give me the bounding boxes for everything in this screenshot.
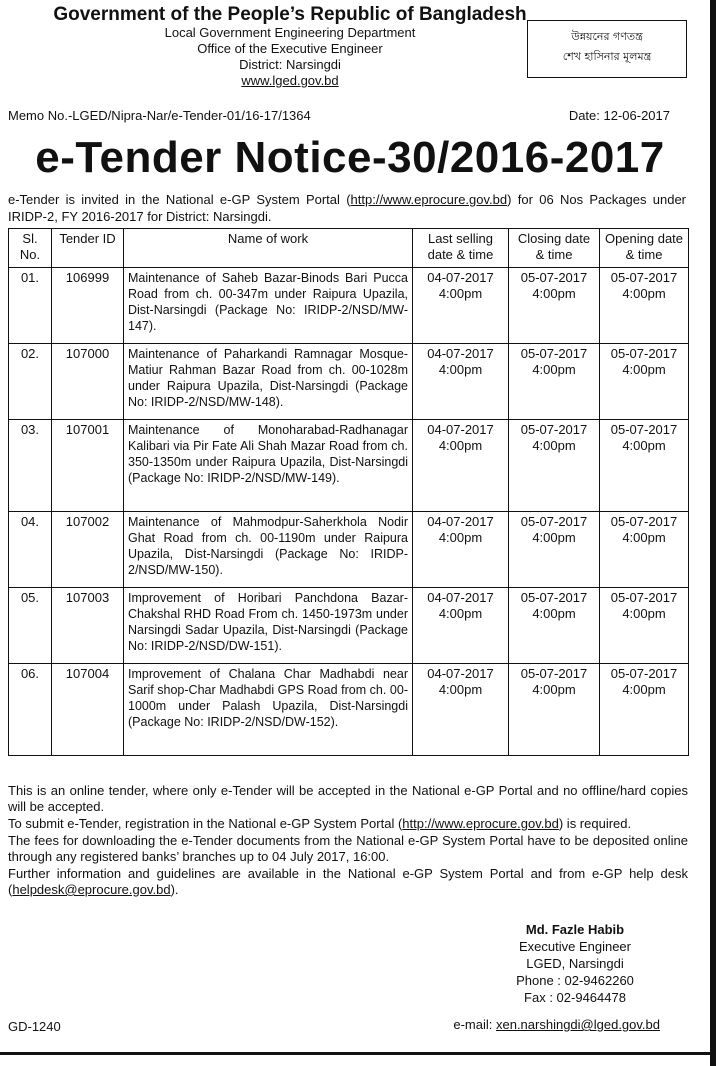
sell-date: 04-07-2017 [427, 514, 494, 529]
sell-time: 4:00pm [438, 682, 483, 697]
sell-date: 04-07-2017 [427, 346, 494, 361]
row-sl: 06. [9, 664, 52, 756]
government-name: Government of the People’s Republic of Bangladesh [53, 4, 527, 25]
note-further [8, 866, 688, 898]
signatory-email [453, 1017, 660, 1032]
open-date: 05-07-2017 [610, 422, 678, 437]
close-date: 05-07-2017 [520, 422, 588, 437]
close-time: 4:00pm [532, 682, 576, 697]
row-closing [509, 344, 600, 420]
table-row [9, 420, 689, 512]
close-date: 05-07-2017 [520, 270, 588, 285]
row-opening [600, 588, 689, 664]
note-registration-text-2: ) is required. [558, 816, 632, 831]
row-tender-id: 107003 [52, 588, 124, 664]
close-date: 05-07-2017 [520, 590, 588, 605]
close-time: 4:00pm [532, 438, 576, 453]
open-date: 05-07-2017 [610, 346, 678, 361]
slogan-line-1: উন্নয়নের গণতন্ত্র [571, 30, 643, 43]
row-work: Maintenance of Paharkandi Ramnagar Mosque-Matiur Rahman Bazar Road from ch. 00-1028m under Raipura Upazila, Dist-Narsingdi (Package No: IRIDP-2/NSD/MW-148). [124, 344, 413, 420]
note-further-text-2: ). [170, 882, 179, 897]
helpdesk-email-link[interactable]: helpdesk@eprocure.gov.bd [12, 882, 171, 897]
row-last-selling [413, 420, 509, 512]
row-closing [509, 588, 600, 664]
close-date: 05-07-2017 [520, 346, 588, 361]
close-time: 4:00pm [532, 530, 576, 545]
row-tender-id: 107000 [52, 344, 124, 420]
row-opening [600, 664, 689, 756]
open-time: 4:00pm [622, 362, 666, 377]
row-tender-id: 106999 [52, 268, 124, 344]
row-last-selling [413, 268, 509, 344]
row-work: Maintenance of Monoharabad-Radhanagar Kalibari via Pir Fate Ali Shah Mazar Road from ch. 350-1350m under Raipura Upazila, Dist-Narsingdi (Package No: IRIDP-2/NSD/MW-149). [124, 420, 413, 512]
signatory-fax: Fax : 02-9464478 [524, 990, 626, 1005]
row-work: Improvement of Horibari Panchdona Bazar-Chakshal RHD Road From ch. 1450-1973m under Narsingdi Sadar Upazila, Dist-Narsingdi (Package No: IRIDP-2/NSD/DW-151). [124, 588, 413, 664]
website-link[interactable]: www.lged.gov.bd [241, 73, 339, 88]
row-sl: 04. [9, 512, 52, 588]
right-border-rule [710, 0, 716, 1066]
slogan-line-2: শেখ হাসিনার মূলমন্ত্র [562, 50, 652, 63]
row-closing [509, 420, 600, 512]
bottom-border-rule [0, 1052, 716, 1055]
notice-date: Date: 12-06-2017 [568, 108, 670, 123]
open-time: 4:00pm [622, 438, 666, 453]
row-last-selling [413, 512, 509, 588]
row-sl: 02. [9, 344, 52, 420]
eprocure-link[interactable]: http://www.eprocure.gov.bd [350, 192, 508, 207]
intro-text-1: e-Tender is invited in the National e-GP System Portal ( [8, 192, 351, 207]
notes-section [8, 783, 688, 899]
header-last-selling: Last selling date & time [413, 229, 509, 268]
open-time: 4:00pm [622, 286, 666, 301]
table-row [9, 344, 689, 420]
row-work: Improvement of Chalana Char Madhabdi near Sarif shop-Char Madhabdi GPS Road from ch. 00-1000m under Palash Upazila, Dist-Narsingdi (Package No: IRIDP-2/NSD/DW-152). [124, 664, 413, 756]
open-date: 05-07-2017 [610, 270, 678, 285]
email-label: e-mail: [453, 1017, 496, 1032]
slogan-box [527, 20, 687, 78]
note-registration [8, 816, 688, 832]
row-tender-id: 107001 [52, 420, 124, 512]
row-tender-id: 107004 [52, 664, 124, 756]
row-opening [600, 512, 689, 588]
note-registration-text-1: To submit e-Tender, registration in the National e-GP System Portal ( [8, 816, 403, 831]
office-name: Office of the Executive Engineer [197, 41, 383, 56]
close-time: 4:00pm [532, 362, 576, 377]
open-date: 05-07-2017 [610, 666, 678, 681]
open-date: 05-07-2017 [610, 514, 678, 529]
row-last-selling [413, 344, 509, 420]
row-sl: 01. [9, 268, 52, 344]
registration-link[interactable]: http://www.eprocure.gov.bd [402, 816, 559, 831]
row-opening [600, 268, 689, 344]
row-closing [509, 664, 600, 756]
open-time: 4:00pm [622, 682, 666, 697]
sell-date: 04-07-2017 [427, 590, 494, 605]
sell-date: 04-07-2017 [427, 666, 494, 681]
table-row [9, 268, 689, 344]
header-closing: Closing date & time [509, 229, 600, 268]
open-date: 05-07-2017 [610, 590, 678, 605]
note-further-text-1: Further information and guidelines are available in the National e-GP System Portal and from e-GP help desk ( [8, 866, 688, 897]
row-last-selling [413, 588, 509, 664]
row-work: Maintenance of Mahmodpur-Saherkhola Nodir Ghat Road from ch. 00-1190m under Raipura Upazila, Dist-Narsingdi (Package No: IRIDP-2/NSD/MW-150). [124, 512, 413, 588]
note-fees: The fees for downloading the e-Tender documents from the National e-GP System Portal have to be deposited online through any registered banks’ branches up to 04 July 2017, 16:00. [8, 833, 688, 864]
row-tender-id: 107002 [52, 512, 124, 588]
signatory-phone: Phone : 02-9462260 [516, 973, 634, 988]
row-last-selling [413, 664, 509, 756]
header-work: Name of work [124, 229, 413, 268]
row-sl: 03. [9, 420, 52, 512]
open-time: 4:00pm [622, 530, 666, 545]
header-tender-id: Tender ID [52, 229, 124, 268]
close-time: 4:00pm [532, 286, 576, 301]
sell-time: 4:00pm [438, 286, 483, 301]
signature-block [460, 921, 690, 1006]
tender-table [8, 228, 689, 756]
notice-title: e-Tender Notice-30/2016-2017 [35, 133, 665, 182]
table-row [9, 512, 689, 588]
intro-text-2: ) for 06 Nos Packages under IRIDP-2, FY 2016-2017 for District: Narsingdi. [8, 192, 687, 224]
row-work: Maintenance of Saheb Bazar-Binods Bari Pucca Road from ch. 00-347m under Raipura Upazila, Dist-Narsingdi (Package No: IRIDP-2/NSD/MW-147). [124, 268, 413, 344]
close-date: 05-07-2017 [520, 514, 588, 529]
header-sl: Sl. No. [9, 229, 52, 268]
sell-time: 4:00pm [438, 606, 483, 621]
table-row [9, 588, 689, 664]
letterhead [0, 4, 580, 89]
gd-code: GD-1240 [8, 1019, 61, 1034]
sell-time: 4:00pm [438, 362, 483, 377]
close-date: 05-07-2017 [520, 666, 588, 681]
close-time: 4:00pm [532, 606, 576, 621]
intro-paragraph [8, 191, 686, 225]
table-row [9, 664, 689, 756]
table-header-row [9, 229, 689, 268]
header-opening: Opening date & time [600, 229, 689, 268]
sell-time: 4:00pm [438, 438, 483, 453]
row-opening [600, 344, 689, 420]
email-link[interactable]: xen.narshingdi@lged.gov.bd [495, 1017, 660, 1032]
sell-time: 4:00pm [438, 530, 483, 545]
signatory-office: LGED, Narsingdi [526, 956, 624, 971]
memo-number: Memo No.-LGED/Nipra-Nar/e-Tender-01/16-17/1364 [8, 108, 311, 123]
signatory-name: Md. Fazle Habib [525, 922, 625, 937]
district-name: District: Narsingdi [239, 57, 341, 72]
row-closing [509, 268, 600, 344]
row-closing [509, 512, 600, 588]
department-name: Local Government Engineering Department [164, 25, 416, 40]
sell-date: 04-07-2017 [427, 422, 494, 437]
note-online: This is an online tender, where only e-Tender will be accepted in the National e-GP Portal and no offline/hard copies will be accepted. [8, 783, 688, 814]
sell-date: 04-07-2017 [427, 270, 494, 285]
open-time: 4:00pm [622, 606, 666, 621]
row-opening [600, 420, 689, 512]
signatory-designation: Executive Engineer [518, 939, 631, 954]
row-sl: 05. [9, 588, 52, 664]
